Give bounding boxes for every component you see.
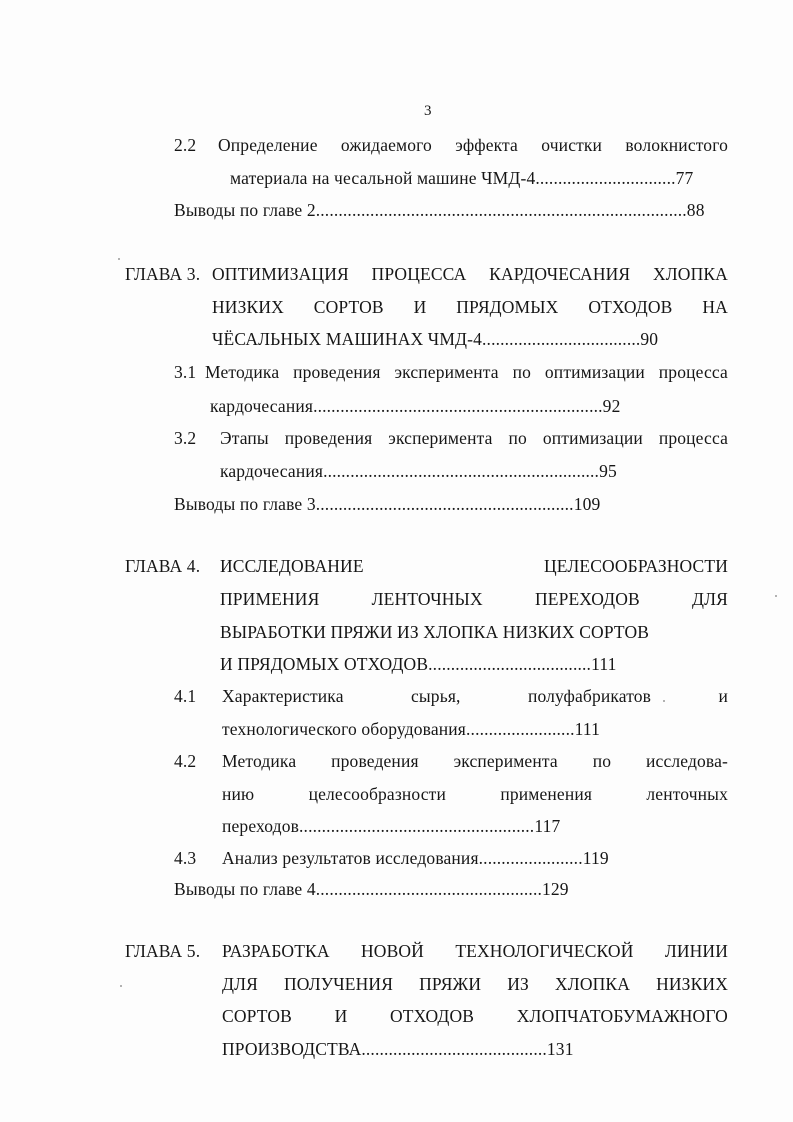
word: И [413, 297, 427, 317]
toc-4-1-page: 111 [574, 719, 601, 739]
chapter-3-title-line2 [212, 297, 728, 317]
toc-3-1-page: 92 [602, 396, 621, 416]
toc-4-1-title-line2 [222, 719, 600, 739]
chapter-3-page: ..90 [631, 329, 659, 349]
scan-speck [118, 258, 120, 260]
word: ЦЕЛЕСООБРАЗНОСТИ [543, 556, 728, 576]
word: очистки [541, 135, 603, 155]
toc-3-1-title-line1 [205, 362, 728, 382]
chapter-5-label: ГЛАВА 5. [125, 941, 201, 961]
toc-2-2-line2-text: материала на чесальной машине ЧМД-4 [230, 168, 536, 188]
toc-4-2-title-line3 [222, 816, 560, 836]
dot-leader: ......................................... [361, 1039, 547, 1059]
toc-3-1-line2-text: кардочесания [210, 396, 314, 416]
toc-conclusions-3 [174, 494, 600, 514]
conclusions-4-text: Выводы по главе 4 [174, 879, 316, 899]
toc-3-2-title-line2 [220, 461, 617, 481]
toc-3-2-title-line1 [220, 428, 728, 448]
dot-leader: ................................................................................ [315, 200, 678, 220]
dot-leader: .................................................. [315, 879, 542, 899]
chapter-4-title-line4 [220, 654, 616, 674]
word: КАРДОЧЕСАНИЯ [489, 264, 631, 284]
word: ДЛЯ [222, 974, 258, 994]
chapter-4-title-line3: ВЫРАБОТКИ ПРЯЖИ ИЗ ХЛОПКА НИЗКИХ СОРТОВ [220, 622, 650, 642]
word: ИССЛЕДОВАНИЕ [220, 556, 364, 576]
toc-2-2-title-line1 [218, 135, 728, 155]
word: Этапы [220, 428, 269, 448]
toc-2-2-page: 77 [675, 168, 694, 188]
word: эксперимента [453, 751, 558, 771]
chapter-3-label: ГЛАВА 3. [125, 264, 201, 284]
word: полуфабрикатов [527, 686, 652, 706]
word: ПРИМЕНИЯ [220, 589, 320, 609]
conclusions-3-page: 109 [573, 494, 601, 514]
toc-4-2-number: 4.2 [174, 751, 197, 771]
conclusions-4-page: 129 [542, 879, 569, 899]
word: волокнистого [625, 135, 728, 155]
word: процесса [658, 428, 728, 448]
word: проведения [293, 362, 381, 382]
chapter-4-title-line2 [220, 589, 728, 609]
dot-leader: .................................... [428, 654, 592, 674]
word: по [592, 751, 612, 771]
word: ожидаемого [340, 135, 432, 155]
chapter-3-title-line3 [212, 329, 658, 349]
word: ПРЯЖИ [419, 974, 482, 994]
word: ХЛОПКА [652, 264, 728, 284]
word: эксперимента [394, 362, 499, 382]
word: оптимизации [542, 428, 643, 448]
chapter-5-title-line2 [222, 974, 728, 994]
toc-4-2-line3-text: переходов [222, 816, 300, 836]
word: применения [500, 784, 593, 804]
toc-4-3-title [222, 848, 609, 868]
word: Определение [218, 135, 318, 155]
word: И [334, 1006, 348, 1026]
word: эффекта [455, 135, 518, 155]
word: по [508, 428, 527, 448]
toc-4-1-title-line1 [222, 686, 728, 706]
dot-leader: ....................... [478, 848, 583, 868]
word: проведения [284, 428, 373, 448]
scan-speck [663, 700, 665, 702]
word: ПОЛУЧЕНИЯ [284, 974, 394, 994]
word: целесообразности [308, 784, 446, 804]
chapter-5-title-line4 [222, 1039, 574, 1059]
word: НИЗКИХ [656, 974, 728, 994]
word: ПРЯДОМЫХ [456, 297, 559, 317]
word: СОРТОВ [313, 297, 384, 317]
toc-4-3-number: 4.3 [174, 848, 197, 868]
word: процесса [658, 362, 728, 382]
toc-2-2-title-line2 [230, 168, 693, 188]
word: по [512, 362, 532, 382]
word: ДЛЯ [692, 589, 728, 609]
dot-leader: ......................................................... [315, 494, 574, 514]
dot-leader: ................................................................ [313, 396, 603, 416]
dot-leader: .................................................... [299, 816, 535, 836]
word: НОВОЙ [361, 941, 424, 961]
page-number: 3 [424, 103, 432, 119]
word: ТЕХНОЛОГИЧЕСКОЙ [455, 941, 634, 961]
toc-4-1-line2-text: технологического оборудования [222, 719, 467, 739]
toc-3-2-line2-text: кардочесания [220, 461, 324, 481]
toc-3-1-title-line2 [210, 396, 620, 416]
scan-speck [120, 985, 122, 987]
toc-3-2-page: 95 [599, 461, 617, 481]
chapter-5-page: 131 [546, 1039, 574, 1059]
word: ЛИНИИ [664, 941, 728, 961]
toc-4-1-number: 4.1 [174, 686, 197, 706]
chapter-4-label: ГЛАВА 4. [125, 556, 201, 576]
scan-speck [775, 595, 777, 597]
chapter-4-page: 111 [591, 654, 617, 674]
chapter-4-title-line1 [220, 556, 728, 576]
word: нию [222, 784, 255, 804]
dot-leader: ........................ [466, 719, 575, 739]
conclusions-2-page: ..88 [677, 200, 705, 220]
word: ИЗ [507, 974, 529, 994]
chapter-3-title-line1 [212, 264, 728, 284]
toc-4-3-page: 119 [582, 848, 609, 868]
toc-4-2-page: 117 [534, 816, 561, 836]
word: эксперимента [388, 428, 493, 448]
toc-conclusions-2 [174, 200, 705, 220]
word: Методика [205, 362, 280, 382]
word: ХЛОПКА [555, 974, 631, 994]
word: ОТХОДОВ [588, 297, 673, 317]
dot-leader: ............................... [535, 168, 676, 188]
word: ленточных [646, 784, 728, 804]
word: Методика [222, 751, 297, 771]
word: ПЕРЕХОДОВ [534, 589, 640, 609]
chapter-5-title-line1 [222, 941, 728, 961]
dot-leader: ............................................................. [323, 461, 600, 481]
toc-3-1-number: 3.1 [174, 362, 197, 382]
word: и [718, 686, 728, 706]
word: РАЗРАБОТКА [222, 941, 330, 961]
chapter-5-title-line3 [222, 1006, 728, 1026]
toc-conclusions-4 [174, 879, 569, 899]
toc-2-2-number: 2.2 [174, 135, 197, 155]
word: исследова- [646, 751, 728, 771]
word: проведения [331, 751, 419, 771]
word: оптимизации [544, 362, 645, 382]
word: НА [702, 297, 728, 317]
chapter-5-line4-text: ПРОИЗВОДСТВА [222, 1039, 362, 1059]
toc-4-2-title-line1 [222, 751, 728, 771]
word: ХЛОПЧАТОБУМАЖНОГО [516, 1006, 728, 1026]
word: НИЗКИХ [212, 297, 284, 317]
word: ОТХОДОВ [389, 1006, 475, 1026]
word: ПРОЦЕССА [371, 264, 467, 284]
conclusions-2-text: Выводы по главе 2 [174, 200, 316, 220]
toc-3-2-number: 3.2 [174, 428, 197, 448]
toc-4-3-text: Анализ результатов исследования [222, 848, 479, 868]
chapter-3-line3-text: ЧЁСАЛЬНЫХ МАШИНАХ ЧМД-4 [212, 329, 483, 349]
conclusions-3-text: Выводы по главе 3 [174, 494, 316, 514]
word: ЛЕНТОЧНЫХ [371, 589, 483, 609]
chapter-4-line4-text: И ПРЯДОМЫХ ОТХОДОВ [220, 654, 429, 674]
toc-4-2-title-line2 [222, 784, 728, 804]
word: Характеристика [222, 686, 344, 706]
word: сырья, [410, 686, 461, 706]
word: ОПТИМИЗАЦИЯ [212, 264, 349, 284]
dot-leader: ................................. [482, 329, 632, 349]
word: СОРТОВ [222, 1006, 292, 1026]
